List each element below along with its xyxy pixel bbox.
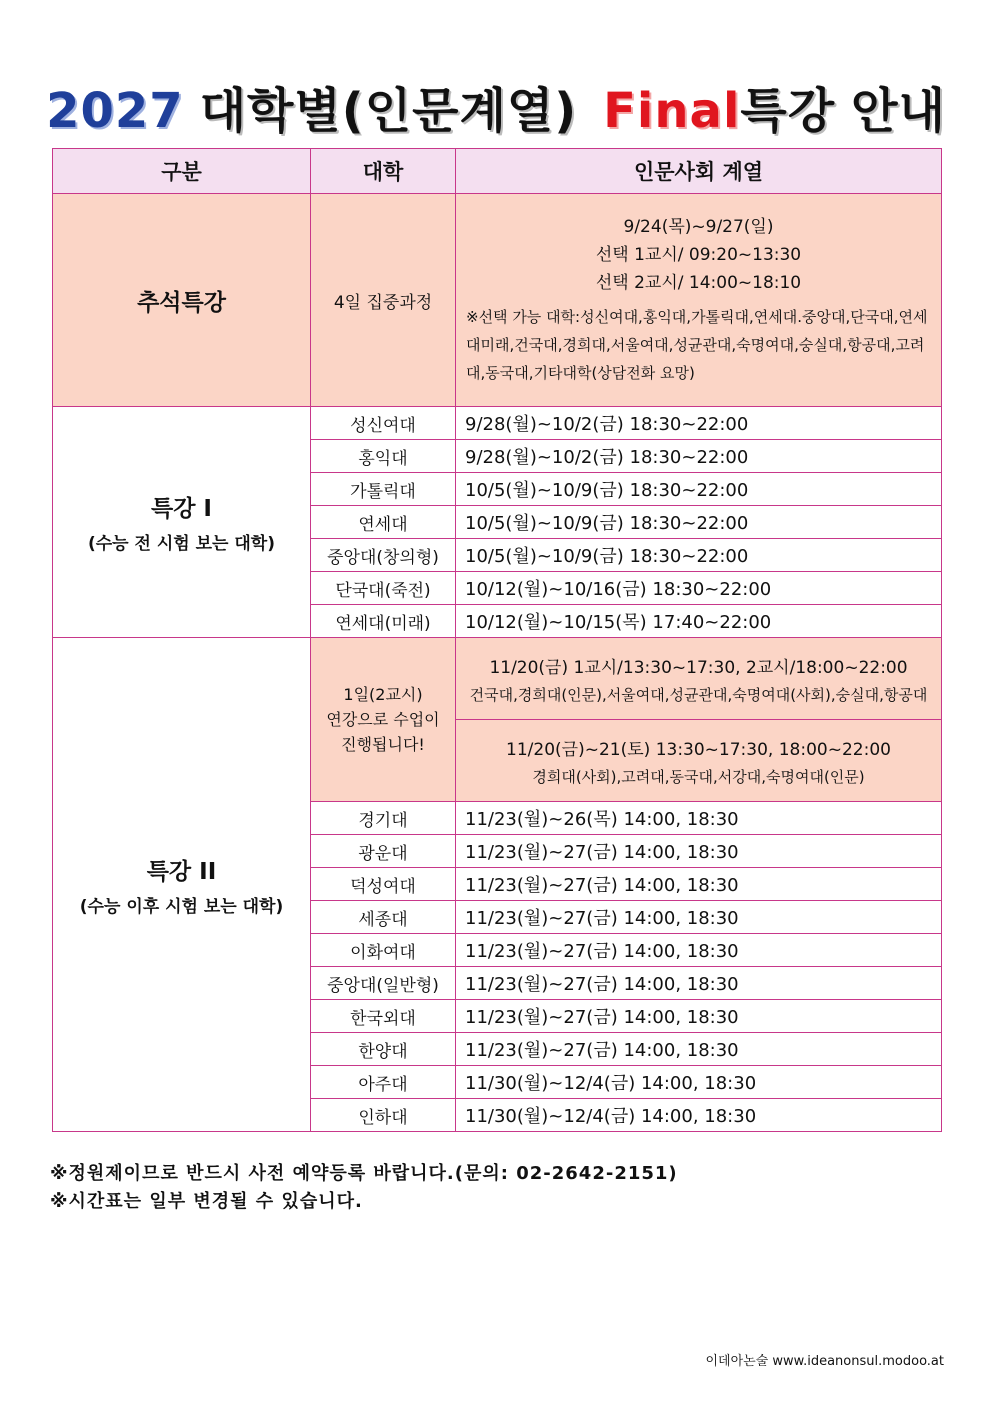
schedule-cell: 10/12(월)~10/15(목) 17:40~22:00 <box>456 605 942 638</box>
session-cell <box>456 720 942 802</box>
special1-category <box>53 407 311 638</box>
chuseok-dates: 9/24(목)~9/27(일) <box>623 217 774 237</box>
schedule-cell: 11/23(월)~27(금) 14:00, 18:30 <box>456 967 942 1000</box>
special2-title: 특강 II <box>146 858 217 885</box>
block-label-line: 연강으로 수업이 <box>326 710 440 729</box>
page-title <box>0 72 992 141</box>
university-cell: 홍익대 <box>311 440 456 473</box>
chuseok-detail <box>456 194 942 407</box>
chuseok-course <box>311 194 456 407</box>
university-cell: 이화여대 <box>311 934 456 967</box>
schedule-cell: 11/23(월)~27(금) 14:00, 18:30 <box>456 835 942 868</box>
chuseok-title: 추석특강 <box>137 289 226 316</box>
table-row <box>53 407 942 440</box>
university-cell: 중앙대(일반형) <box>311 967 456 1000</box>
special2-category <box>53 638 311 1132</box>
title-middle: 대학별(인문계열) <box>199 83 578 139</box>
chuseok-period-2: 선택 2교시/ 14:00~18:10 <box>595 273 802 293</box>
schedule-cell: 11/23(월)~26(목) 14:00, 18:30 <box>456 802 942 835</box>
special2-block-label <box>311 638 456 802</box>
title-final: Final <box>603 83 741 139</box>
table-header-row <box>53 149 942 194</box>
schedule-cell: 11/30(월)~12/4(금) 14:00, 18:30 <box>456 1099 942 1132</box>
schedule-cell: 11/30(월)~12/4(금) 14:00, 18:30 <box>456 1066 942 1099</box>
university-cell: 연세대(미래) <box>311 605 456 638</box>
title-final-ko: 특강 <box>740 83 836 139</box>
university-cell: 성신여대 <box>311 407 456 440</box>
chuseok-course-label: 4일 집중과정 <box>333 292 433 313</box>
chuseok-note: ※선택 가능 대학:성신여대,홍익대,가톨릭대,연세대.중앙대,단국대,연세대미래,건국대,경희대,서울여대,성균관대,숙명여대,숭실대,항공대,고려대,동국대,기타대학(상담전화 요망) <box>466 308 928 382</box>
session-date: 11/20(금) 1교시/13:30~17:30, 2교시/18:00~22:00 <box>489 657 908 678</box>
schedule-cell: 10/12(월)~10/16(금) 18:30~22:00 <box>456 572 942 605</box>
header-humanities: 인문사회 계열 <box>456 149 942 194</box>
university-cell: 광운대 <box>311 835 456 868</box>
special1-title: 특강 I <box>150 496 212 522</box>
header-category: 구분 <box>53 149 311 194</box>
schedule-cell: 9/28(월)~10/2(금) 18:30~22:00 <box>456 407 942 440</box>
schedule-cell: 11/23(월)~27(금) 14:00, 18:30 <box>456 901 942 934</box>
schedule-cell: 10/5(월)~10/9(금) 18:30~22:00 <box>456 473 942 506</box>
footnote-change: ※시간표는 일부 변경될 수 있습니다. <box>50 1191 363 1212</box>
schedule-cell: 11/23(월)~27(금) 14:00, 18:30 <box>456 934 942 967</box>
schedule-cell: 9/28(월)~10/2(금) 18:30~22:00 <box>456 440 942 473</box>
university-cell: 한국외대 <box>311 1000 456 1033</box>
title-tail: 안내 <box>851 83 946 139</box>
chuseok-category <box>53 194 311 407</box>
footer-credit: 이데아논술 www.ideanonsul.modoo.at <box>705 1354 944 1369</box>
block-label-line: 진행됩니다! <box>341 735 425 754</box>
university-cell: 덕성여대 <box>311 868 456 901</box>
schedule-cell: 11/23(월)~27(금) 14:00, 18:30 <box>456 1000 942 1033</box>
session-date: 11/20(금)~21(토) 13:30~17:30, 18:00~22:00 <box>506 739 891 760</box>
title-year: 2027 <box>46 83 184 139</box>
schedule-cell: 10/5(월)~10/9(금) 18:30~22:00 <box>456 539 942 572</box>
chuseok-row <box>53 194 942 407</box>
university-cell: 경기대 <box>311 802 456 835</box>
schedule-cell: 11/23(월)~27(금) 14:00, 18:30 <box>456 868 942 901</box>
special2-session-row <box>53 638 942 720</box>
university-cell: 인하대 <box>311 1099 456 1132</box>
session-universities: 경희대(사회),고려대,동국대,서강대,숙명여대(인문) <box>532 767 865 786</box>
university-cell: 아주대 <box>311 1066 456 1099</box>
session-cell <box>456 638 942 720</box>
special1-subtitle: (수능 전 시험 보는 대학) <box>87 534 275 554</box>
special2-subtitle: (수능 이후 시험 보는 대학) <box>79 896 284 917</box>
block-label-line: 1일(2교시) <box>343 685 423 704</box>
schedule-cell: 10/5(월)~10/9(금) 18:30~22:00 <box>456 506 942 539</box>
footnote-reservation: ※정원제이므로 반드시 사전 예약등록 바랍니다.(문의: 02-2642-2151) <box>50 1163 678 1184</box>
schedule-cell: 11/23(월)~27(금) 14:00, 18:30 <box>456 1033 942 1066</box>
university-cell: 세종대 <box>311 901 456 934</box>
header-university: 대학 <box>311 149 456 194</box>
university-cell: 한양대 <box>311 1033 456 1066</box>
university-cell: 가톨릭대 <box>311 473 456 506</box>
university-cell: 연세대 <box>311 506 456 539</box>
university-cell: 중앙대(창의형) <box>311 539 456 572</box>
schedule-table <box>52 148 942 1132</box>
university-cell: 단국대(죽전) <box>311 572 456 605</box>
chuseok-period-1: 선택 1교시/ 09:20~13:30 <box>595 245 802 265</box>
footnotes <box>50 1160 678 1216</box>
session-universities: 건국대,경희대(인문),서울여대,성균관대,숙명여대(사회),숭실대,항공대 <box>469 685 928 704</box>
